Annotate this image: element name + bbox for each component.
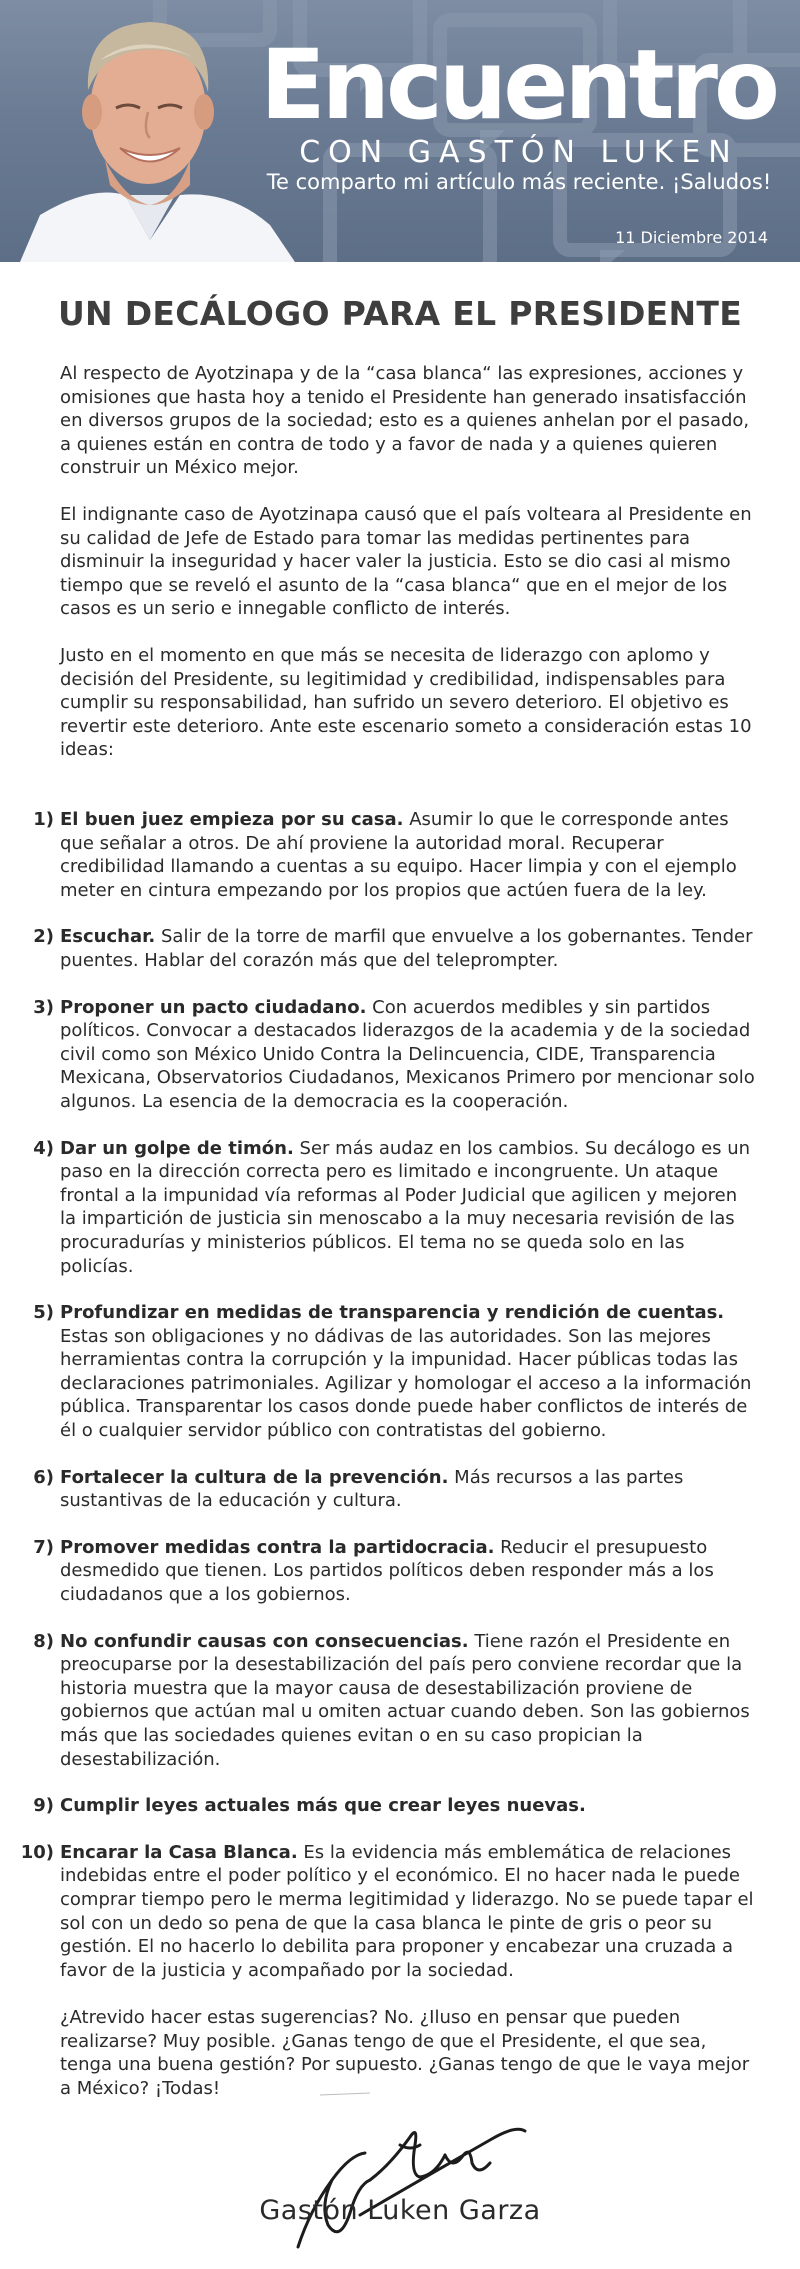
idea-number: 9) (33, 1795, 54, 1817)
idea-item-9 (0, 1794, 800, 1818)
idea-number: 2) (33, 926, 54, 948)
idea-text: Salir de la torre de marfil que envuelve a los gobernantes. Tender puentes. Hablar del corazón más que del teleprompter. (60, 926, 753, 971)
idea-lead: No confundir causas con consecuencias. (60, 1630, 469, 1652)
idea-number: 6) (33, 1466, 54, 1488)
intro-paragraph: El indignante caso de Ayotzinapa causó que el país volteara al Presidente en su calidad de Jefe de Estado para tomar las medidas pertinentes para disminuir la inseguridad y hacer valer la justicia. Esto se dio casi al mismo tiempo que se reveló el asunto de la “casa blanca“ que en el mejor de los casos es un serio e innegable conflicto de interés. (60, 503, 752, 620)
author-photo (0, 0, 300, 262)
brand-tagline: Te comparto mi artículo más reciente. ¡Saludos! (266, 170, 772, 194)
idea-item-5 (0, 1301, 800, 1443)
idea-item-3 (0, 996, 800, 1114)
idea-lead: Profundizar en medidas de transparencia y rendición de cuentas. (60, 1302, 725, 1324)
idea-number: 5) (33, 1302, 54, 1324)
handwritten-signature-icon (240, 2085, 600, 2255)
idea-lead: Cumplir leyes actuales más que crear leyes nuevas. (60, 1795, 586, 1817)
idea-item-2 (0, 925, 800, 972)
idea-text: Asumir lo que le corresponde antes que señalar a otros. De ahí proviene la autoridad moral. Recuperar credibilidad llamando a cuentas a su equipo. Hacer limpia y con el ejemplo meter en cintura empezando por los propios que actúen fuera de la ley. (60, 809, 737, 901)
idea-text: Reducir el presupuesto desmedido que tienen. Los partidos políticos deben responder más a los ciudadanos que a los gobiernos. (60, 1536, 714, 1606)
idea-text: Estas son obligaciones y no dádivas de las autoridades. Son las mejores herramientas contra la corrupción y la impunidad. Hacer públicas todas las declaraciones patrimoniales. Agilizar y homologar el acceso a la información pública. Transparentar los casos donde puede haber conflictos de interés de él o cualquier servidor público con contratistas del gobierno. (60, 1325, 752, 1442)
idea-number: 1) (33, 809, 54, 830)
idea-item-8 (0, 1630, 800, 1772)
idea-number: 10) (20, 1841, 54, 1863)
idea-lead: Promover medidas contra la partidocracia. (60, 1536, 495, 1558)
article-intro (60, 362, 754, 785)
idea-number: 3) (33, 996, 54, 1018)
signature-name: Gastón Luken Garza (259, 2195, 541, 2226)
idea-lead: Dar un golpe de timón. (60, 1137, 294, 1159)
closing-paragraph: ¿Atrevido hacer estas sugerencias? No. ¿Iluso en pensar que pueden realizarse? Muy posible. ¿Ganas tengo de que el Presidente, el que sea, tenga una buena gestión? Por supuesto. ¿Ganas tengo de que le vaya mejor a México? ¡Todas! (60, 2007, 750, 2099)
idea-text: Con acuerdos medibles y sin partidos políticos. Convocar a destacados liderazgos de la academia y de la sociedad civil como son México Unido Contra la Delincuencia, CIDE, Transparencia Mexicana, Observatorios Ciudadanos, Mexicanos Primero por mencionar solo algunos. La esencia de la democracia es la cooperación. (60, 996, 755, 1112)
idea-lead: Proponer un pacto ciudadano. (60, 996, 367, 1018)
intro-paragraph: Justo en el momento en que más se necesita de liderazgo con aplomo y decisión del Presidente, su legitimidad y credibilidad, indispensables para cumplir su responsabilidad, han sufrido un severo deterioro. El objetivo es revertir este deterioro. Ante este escenario someto a consideración estas 10 ideas: (60, 644, 752, 761)
brand-subtitle: CON GASTÓN LUKEN (299, 135, 739, 170)
idea-number: 7) (33, 1536, 54, 1558)
idea-lead: Encarar la Casa Blanca. (60, 1841, 298, 1863)
idea-lead: Escuchar. (60, 926, 156, 948)
signature-area (240, 2085, 600, 2255)
idea-item-1 (0, 808, 800, 902)
idea-lead: El buen juez empieza por su casa. (60, 809, 404, 830)
idea-item-4 (0, 1137, 800, 1279)
idea-number: 8) (33, 1630, 54, 1652)
header-banner (0, 0, 800, 262)
brand-title: Encuentro (260, 29, 776, 141)
idea-text: Tiene razón el Presidente en preocuparse por la desestabilización del país pero conviene recordar que la historia muestra que la mayor causa de desestabilización proviene de gobiernos que actúan mal u omiten actuar cuando deben. Son las gobiernos más que las sociedades quienes evitan o en su caso propician la desestabilización. (60, 1630, 750, 1770)
idea-item-7 (0, 1536, 800, 1607)
idea-text: Es la evidencia más emblemática de relaciones indebidas entre el poder político y el económico. El no hacer nada le puede comprar tiempo pero le merma legitimidad y liderazgo. No se puede tapar el sol con un dedo so pena de que la casa blanca le pinte de gris o peor su gestión. El no hacerlo lo debilita para proponer y encabezar una cruzada a favor de la justicia y acompañado por la sociedad. (60, 1841, 754, 1981)
ideas-list (0, 808, 800, 2005)
idea-text: Ser más audaz en los cambios. Su decálogo es un paso en la dirección correcta pero es limitado e incongruente. Un ataque frontal a la impunidad vía reformas al Poder Judicial que agilicen y mejoren la impartición de justicia sin menoscabo a la muy necesaria revisión de las procuradurías y ministerios públicos. El tema no se queda solo en las policías. (60, 1137, 751, 1277)
publish-date: 11 Diciembre 2014 (615, 228, 768, 247)
idea-number: 4) (33, 1137, 54, 1159)
idea-text: Más recursos a las partes sustantivas de la educación y cultura. (60, 1466, 684, 1512)
intro-paragraph: Al respecto de Ayotzinapa y de la “casa blanca“ las expresiones, acciones y omisiones que hasta hoy a tenido el Presidente han generado insatisfacción en diversos grupos de la sociedad; esto es a quienes anhelan por el pasado, a quienes están en contra de todo y a favor de nada y a quienes quieren construir un México mejor. (60, 363, 750, 479)
idea-item-10 (0, 1841, 800, 1983)
idea-item-6 (0, 1466, 800, 1513)
idea-lead: Fortalecer la cultura de la prevención. (60, 1466, 449, 1488)
article-title: UN DECÁLOGO PARA EL PRESIDENTE (57, 294, 743, 333)
